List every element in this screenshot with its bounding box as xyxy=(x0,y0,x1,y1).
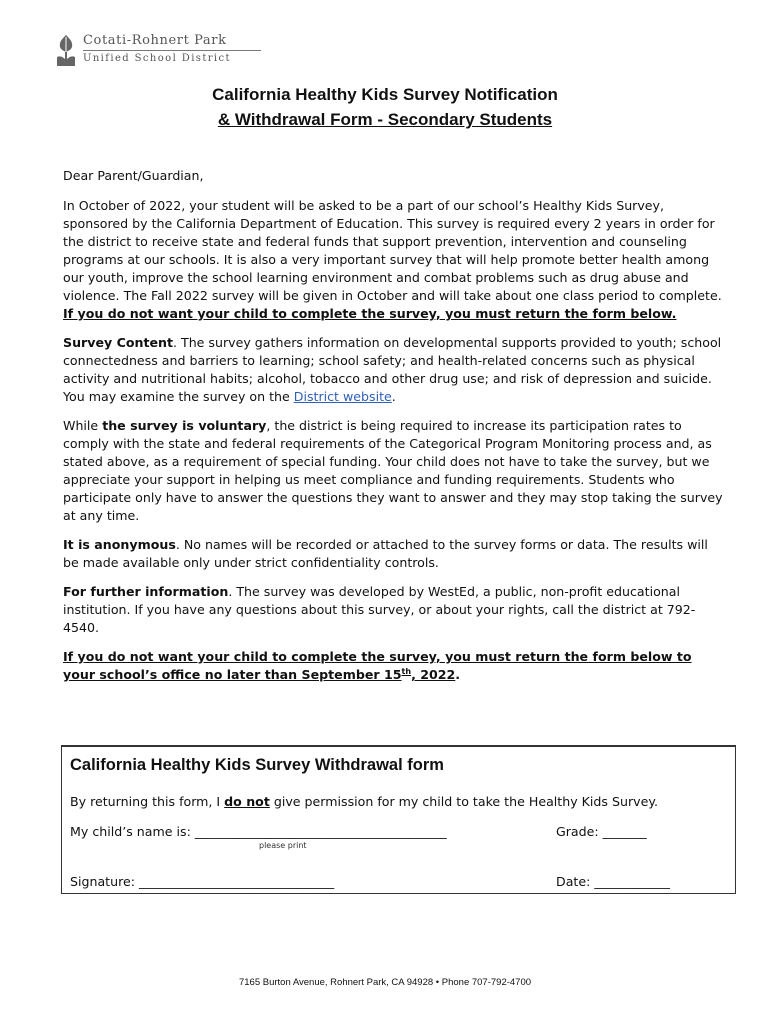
withdrawal-form xyxy=(61,745,736,894)
district-website-link[interactable]: District website xyxy=(293,389,392,404)
paragraph-intro xyxy=(63,197,723,323)
voluntary-start: While xyxy=(63,418,103,433)
further-info-heading: For further information xyxy=(63,584,229,599)
oak-leaf-icon xyxy=(55,33,77,67)
grade-field[interactable]: Grade: _______ xyxy=(556,824,647,839)
paragraph-further-info xyxy=(63,583,723,637)
survey-content-heading: Survey Content xyxy=(63,335,173,350)
form-statement xyxy=(70,794,658,809)
statement-end: give permission for my child to take the Healthy Kids Survey. xyxy=(269,794,658,809)
district-logo xyxy=(55,33,261,67)
greeting: Dear Parent/Guardian, xyxy=(63,168,204,183)
letter-body xyxy=(63,167,723,695)
voluntary-heading: the survey is voluntary xyxy=(102,418,267,433)
anonymous-heading: It is anonymous xyxy=(63,537,176,552)
child-name-field[interactable]: My child’s name is: ________________________________________ xyxy=(70,824,447,839)
please-print-hint: please print xyxy=(259,841,307,850)
paragraph-anonymous xyxy=(63,536,723,572)
paragraph-deadline xyxy=(63,648,723,684)
title-line-2: & Withdrawal Form - Secondary Students xyxy=(217,110,553,129)
logo-district-subtitle: Unified School District xyxy=(83,53,231,64)
signature-field[interactable]: Signature: _______________________________ xyxy=(70,874,335,889)
footer-address: 7165 Burton Avenue, Rohnert Park, CA 94928 • Phone 707-792-4700 xyxy=(238,977,532,988)
logo-district-name: Cotati-Rohnert Park xyxy=(83,33,227,48)
logo-divider xyxy=(83,50,261,51)
voluntary-text: , the district is being required to increase its participation rates to comply with the state and federal requirements of the Categorical Program Monitoring process and, as stated above, as a requirement of special funding. Your child does not have to take the survey, but we appreciate your support in helping us meet compliance and funding requirements. Students who participate only have to answer the questions they want to answer and they may stop taking the survey at any time. xyxy=(63,418,723,523)
intro-warning: If you do not want your child to complete the survey, you must return the form below. xyxy=(63,306,677,321)
deadline-ordinal: th xyxy=(401,666,412,676)
further-info-text: . The survey was developed by WestEd, a public, non-profit educational institution. If you have any questions about this survey, or about your rights, call the district at 792-4540. xyxy=(63,584,696,635)
intro-text: In October of 2022, your student will be asked to be a part of our school’s Healthy Kids Survey, sponsored by the California Department of Education. This survey is required every 2 years in order for the district to receive state and federal funds that support prevention, intervention and counseling programs at our schools. It is also a very important survey that will help promote better health among our youth, improve the school learning environment and combat problems such as drug abuse and violence. The Fall 2022 survey will be given in October and will take about one class period to complete. xyxy=(63,198,722,303)
deadline-year: , 2022 xyxy=(411,667,456,682)
form-title: California Healthy Kids Survey Withdrawal form xyxy=(70,756,444,774)
deadline-period: . xyxy=(455,667,461,682)
document-title xyxy=(0,82,770,132)
date-field[interactable]: Date: ____________ xyxy=(556,874,670,889)
paragraph-survey-content xyxy=(63,334,723,406)
title-line-1: California Healthy Kids Survey Notification xyxy=(212,85,558,104)
paragraph-voluntary xyxy=(63,417,723,525)
statement-start: By returning this form, I xyxy=(70,794,225,809)
survey-content-text: . The survey gathers information on developmental supports provided to youth; school connectedness and barriers to learning; school safety; and health-related concerns such as physical activity and nutritional habits; alcohol, tobacco and other drug use; and risk of depression and suicide. You may examine the survey on the xyxy=(63,335,722,404)
survey-content-end: . xyxy=(391,389,396,404)
deadline-text: If you do not want your child to complete the survey, you must return the form below to your school’s office no later than September 15 xyxy=(63,649,692,682)
anonymous-text: . No names will be recorded or attached to the survey forms or data. The results will be made available only under strict confidentiality controls. xyxy=(63,537,708,570)
statement-do-not: do not xyxy=(224,794,270,809)
